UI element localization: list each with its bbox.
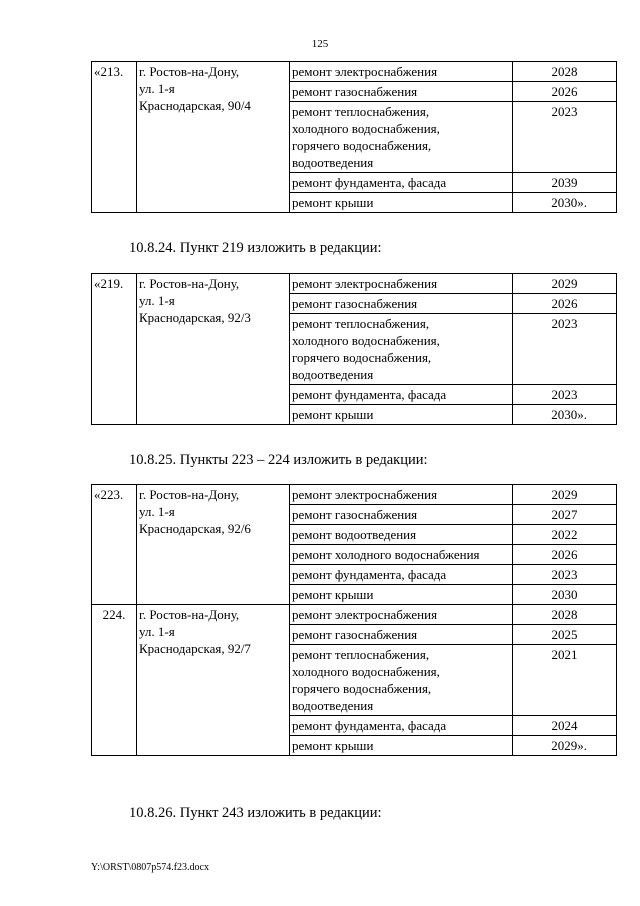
page-number: 125 bbox=[311, 38, 329, 50]
address-line: ул. 1-я bbox=[139, 504, 175, 519]
table-row bbox=[92, 62, 617, 82]
work-type-line: ремонт крыши bbox=[292, 738, 374, 753]
address-line: Краснодарская, 92/6 bbox=[139, 521, 251, 536]
work-type-line: ремонт крыши bbox=[292, 195, 374, 210]
address-line: г. Ростов-на-Дону, bbox=[139, 276, 240, 291]
address-cell bbox=[137, 605, 290, 756]
work-type-line: холодного водоснабжения, bbox=[292, 121, 440, 136]
work-type-line: ремонт газоснабжения bbox=[292, 627, 418, 642]
address-line: Краснодарская, 90/4 bbox=[139, 98, 251, 113]
work-type-line: водоотведения bbox=[292, 367, 374, 382]
works-table-219 bbox=[91, 273, 617, 425]
year-cell: 2021 bbox=[513, 645, 617, 716]
work-type-cell bbox=[290, 545, 513, 565]
work-type-cell bbox=[290, 314, 513, 385]
work-type-line: горячего водоснабжения, bbox=[292, 350, 432, 365]
paragraph-10-8-25: 10.8.25. Пункты 223 – 224 изложить в редакции: bbox=[129, 452, 428, 468]
file-path-footer: Y:\ORST\0807p574.f23.docx bbox=[91, 862, 209, 873]
address-cell bbox=[137, 62, 290, 213]
table-row bbox=[92, 605, 617, 625]
work-type-line: ремонт водоотведения bbox=[292, 527, 417, 542]
year-cell: 2030». bbox=[513, 405, 617, 425]
work-type-line: водоотведения bbox=[292, 698, 374, 713]
work-type-line: ремонт газоснабжения bbox=[292, 507, 418, 522]
address-line: Краснодарская, 92/3 bbox=[139, 310, 251, 325]
work-type-line: водоотведения bbox=[292, 155, 374, 170]
work-type-line: ремонт газоснабжения bbox=[292, 296, 418, 311]
address-line: Краснодарская, 92/7 bbox=[139, 641, 251, 656]
work-type-line: ремонт холодного водоснабжения bbox=[292, 547, 480, 562]
work-type-cell bbox=[290, 625, 513, 645]
year-cell: 2039 bbox=[513, 173, 617, 193]
year-cell: 2023 bbox=[513, 565, 617, 585]
work-type-cell bbox=[290, 525, 513, 545]
year-cell: 2023 bbox=[513, 314, 617, 385]
table-row bbox=[92, 485, 617, 505]
item-number: «213. bbox=[92, 62, 137, 213]
work-type-cell bbox=[290, 716, 513, 736]
work-type-line: ремонт фундамента, фасада bbox=[292, 175, 447, 190]
table-row bbox=[92, 274, 617, 294]
address-line: г. Ростов-на-Дону, bbox=[139, 607, 240, 622]
year-cell: 2026 bbox=[513, 294, 617, 314]
work-type-line: ремонт фундамента, фасада bbox=[292, 567, 447, 582]
work-type-cell bbox=[290, 565, 513, 585]
work-type-line: ремонт электроснабжения bbox=[292, 487, 438, 502]
work-type-cell bbox=[290, 405, 513, 425]
work-type-line: холодного водоснабжения, bbox=[292, 333, 440, 348]
year-cell: 2030 bbox=[513, 585, 617, 605]
work-type-cell bbox=[290, 505, 513, 525]
work-type-line: горячего водоснабжения, bbox=[292, 138, 432, 153]
year-cell: 2023 bbox=[513, 385, 617, 405]
work-type-cell bbox=[290, 102, 513, 173]
year-cell: 2026 bbox=[513, 545, 617, 565]
work-type-line: ремонт теплоснабжения, bbox=[292, 647, 430, 662]
work-type-cell bbox=[290, 385, 513, 405]
work-type-line: ремонт электроснабжения bbox=[292, 607, 438, 622]
item-number: «219. bbox=[92, 274, 137, 425]
work-type-cell bbox=[290, 605, 513, 625]
work-type-line: ремонт теплоснабжения, bbox=[292, 104, 430, 119]
works-table-223-224 bbox=[91, 484, 617, 756]
address-cell bbox=[137, 274, 290, 425]
year-cell: 2026 bbox=[513, 82, 617, 102]
work-type-line: ремонт фундамента, фасада bbox=[292, 387, 447, 402]
year-cell: 2030». bbox=[513, 193, 617, 213]
year-cell: 2022 bbox=[513, 525, 617, 545]
address-line: ул. 1-я bbox=[139, 293, 175, 308]
year-cell: 2027 bbox=[513, 505, 617, 525]
work-type-cell bbox=[290, 62, 513, 82]
works-table-213 bbox=[91, 61, 617, 213]
work-type-cell bbox=[290, 82, 513, 102]
work-type-line: ремонт крыши bbox=[292, 407, 374, 422]
year-cell: 2029 bbox=[513, 485, 617, 505]
address-line: ул. 1-я bbox=[139, 624, 175, 639]
work-type-cell bbox=[290, 173, 513, 193]
work-type-cell bbox=[290, 736, 513, 756]
work-type-cell bbox=[290, 585, 513, 605]
year-cell: 2028 bbox=[513, 62, 617, 82]
work-type-cell bbox=[290, 274, 513, 294]
work-type-cell bbox=[290, 193, 513, 213]
year-cell: 2025 bbox=[513, 625, 617, 645]
work-type-cell bbox=[290, 485, 513, 505]
paragraph-10-8-24: 10.8.24. Пункт 219 изложить в редакции: bbox=[129, 240, 382, 256]
address-line: г. Ростов-на-Дону, bbox=[139, 64, 240, 79]
address-line: г. Ростов-на-Дону, bbox=[139, 487, 240, 502]
year-cell: 2028 bbox=[513, 605, 617, 625]
address-line: ул. 1-я bbox=[139, 81, 175, 96]
address-cell bbox=[137, 485, 290, 605]
work-type-line: холодного водоснабжения, bbox=[292, 664, 440, 679]
item-number: «223. bbox=[92, 485, 137, 605]
work-type-cell bbox=[290, 294, 513, 314]
work-type-line: ремонт крыши bbox=[292, 587, 374, 602]
work-type-line: ремонт теплоснабжения, bbox=[292, 316, 430, 331]
work-type-line: ремонт газоснабжения bbox=[292, 84, 418, 99]
work-type-line: ремонт фундамента, фасада bbox=[292, 718, 447, 733]
year-cell: 2029 bbox=[513, 274, 617, 294]
work-type-line: ремонт электроснабжения bbox=[292, 64, 438, 79]
item-number: 224. bbox=[92, 605, 137, 756]
work-type-cell bbox=[290, 645, 513, 716]
work-type-line: ремонт электроснабжения bbox=[292, 276, 438, 291]
year-cell: 2023 bbox=[513, 102, 617, 173]
work-type-line: горячего водоснабжения, bbox=[292, 681, 432, 696]
paragraph-10-8-26: 10.8.26. Пункт 243 изложить в редакции: bbox=[129, 805, 382, 821]
year-cell: 2029». bbox=[513, 736, 617, 756]
year-cell: 2024 bbox=[513, 716, 617, 736]
